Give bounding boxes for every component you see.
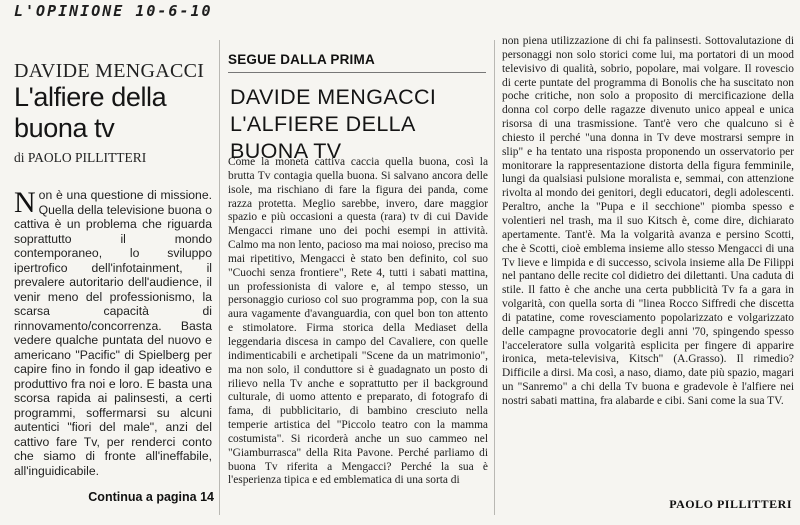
kicker-rule — [228, 72, 486, 73]
article-kicker-name: DAVIDE MENGACCI — [14, 60, 205, 82]
right-body-text: non piena utilizzazione di chi fa palinsesti. Sottovalutazione di personaggi non solo storici come lui, ma portatori di un mood televisivo di qualità, sobrio, popolare, mai volgare. Il rovescio di certe puntate del programma di Bonolis che ha suscitato non poche critiche, non solo a proposito di mercificazione della donna col corpo delle ragazze divenuto unico appeal e unica risorsa di una trasmissione. Tant'è vero che qualcuno si è chiesto il perché "una donna in Tv deve mostrarsi sempre in slip" e ha tentato una risposta proponendo un osservatorio per monitorare la rappresentazione distorta della figura femminile, lungi da qualsiasi pulsione moralista e, semmai, con attenzione rivolta al mondo dei genitori, degli educatori, degli adolescenti. Peraltro, anche la "Pupa e il secchione" piomba spesso e volentieri nel trash, ma il suo Kitsch è, come dire, dichiarato apertamente. Tant'è. Ma la volgarità avanza e persino Scotti, che è Scotti, cioè emblema insieme allo stesso Mengacci di una Tv lieve e limpida e di successo, scivola insieme alla De Filippi nel pantano delle recite col didietro dei dilettanti. Una caduta di stile. Il fatto è che anche una certa pubblicità Tv fa a gara in volgarità, con quella sorta di "linea Rocco Siffredi che discetta di patatine, come rovesciamento popolarizzato e volgarizzato delle campagne provocatorie degli anni '70, spingendo spesso l'acceleratore sulla volgarità esplicita per fingere di apparire ironica, meta-televisiva, Kitsch" (A.Grasso). Il rimedio? Difficile a dirsi. Ma così, a naso, diamo, date più spazio, magari un "Sanremo" a chi della Tv buona e gradevole è l'alfiere nei nostri sabati mattina, fra alabarde e cibi. Sani come la sua TV. — [502, 35, 794, 407]
continuation-headline: DAVIDE MENGACCI L'ALFIERE DELLA BUONA TV — [230, 85, 437, 163]
right-column — [496, 0, 800, 525]
middle-column — [222, 0, 492, 525]
continuation-note: Continua a pagina 14 — [88, 490, 214, 504]
lead-body: on è una questione di missione. Quella della televisione buona o cattiva è un problema che riguarda soprattutto il mondo contemporaneo, lo sviluppo ipertrofico dell'infotainment, il prevalere autoritario dell'audience, il venir meno del professionismo, la scarsa capacità di rinnovamento/concorrenza. Basta vedere qualche puntata del nuovo e americano "Pacific" di Spielberg per capire fino in fondo il gap ideativo e produttivo fra noi e loro. E basta una scorsa rapida ai palinsesti, a certi programmi, soffermarsi su alcuni autentici "fiori del male", anzi del cattivo fare Tv, per renderci conto che siamo di fronte all'ineffabile, all'inguidicabile. — [14, 188, 212, 478]
handwritten-date-note: L'OPINIONE 10-6-10 — [14, 2, 213, 20]
article-headline: L'alfiere della buona tv — [14, 82, 167, 143]
middle-body-text: Come la moneta cattiva caccia quella buona, così la brutta Tv contagia quella buona. Si salvano ancora delle isole, ma rischiano di fare la figura dei panda, come razza protetta. Meglio sarebbe, invero, dare maggior spazio e più occasioni a questa (rara) tv di cui Davide Mengacci rimane uno dei pochi esempi in attività. Calmo ma non lento, pacioso ma mai noioso, preciso ma mai ripetitivo, Mengacci è stato ben definito, col suo "Cuochi senza frontiere", Rete 4, tutti i sabati mattina, un professionista di valore e, al tempo stesso, un personaggio curioso col suo programma pop, con la sua aura vagamente d'avanguardia, con quel bon ton attento e stimolatore. Firma storica della Mediaset della leggendaria discesa in campo del Cavaliere, con quelle indimenticabili e archetipali "Scene da un matrimonio", ma non solo, il conduttore si è guadagnato un posto di rilievo nella Tv anche e soprattutto per il background culturale, di uomo attento e preparato, di fotografo di fama, di pubblicitario, di bambino cresciuto nella temperie artistica del "Piccolo teatro con la mamma costumista". Si ricorderà anche un suo cammeo nel "Giamburrasca" della Rita Pavone. Perché parliamo di buona Tv riferita a Mengacci? Perché la sua è l'esperienza tipica e ed emblematica di una sorta di — [228, 156, 488, 487]
left-column — [0, 0, 220, 525]
drop-cap: N — [14, 186, 36, 219]
article-byline: di PAOLO PILLITTERI — [14, 150, 147, 165]
author-signature: PAOLO PILLITTERI — [669, 497, 792, 511]
column-divider — [219, 40, 220, 515]
column-divider — [494, 40, 495, 515]
article-lead-text — [14, 188, 212, 478]
segue-kicker: SEGUE DALLA PRIMA — [228, 52, 375, 67]
